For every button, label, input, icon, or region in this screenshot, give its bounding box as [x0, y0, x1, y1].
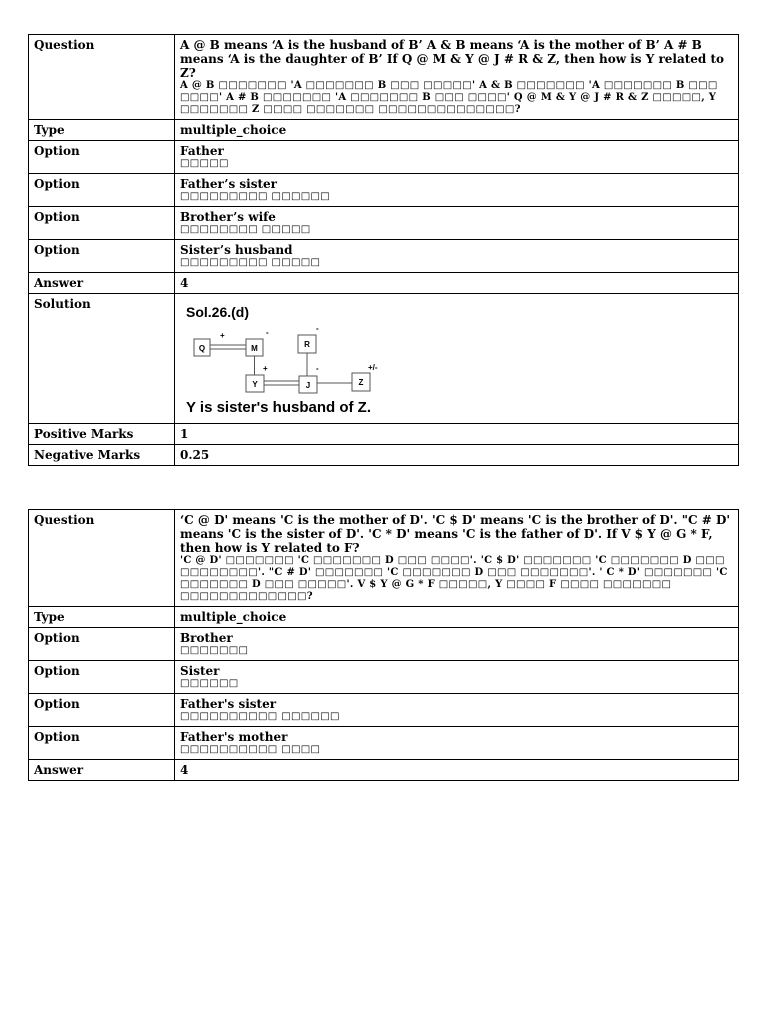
solution-title: Sol.26.(d) — [186, 304, 250, 320]
option-text-en: Brother’s wife — [180, 210, 276, 224]
option-text — [175, 727, 739, 760]
answer-label: Answer — [29, 760, 175, 781]
option-text-en: Father's mother — [180, 730, 288, 744]
type-label: Type — [29, 120, 175, 141]
option-text-alt: □□□□□□ — [180, 678, 239, 689]
option-text-alt: □□□□□ — [180, 158, 229, 169]
question-text-en: ‘C @ D' means 'C is the mother of D'. 'C $ D' means 'C is the brother of D'. "C # D' means 'C is the sister of D'. 'C * D' means 'C is the father of D'. If V $ Y @ G * F, then how is Y related to F? — [180, 513, 731, 555]
family-tree-diagram — [180, 297, 420, 417]
option-row — [29, 141, 739, 174]
answer-value: 4 — [175, 273, 739, 294]
question-label: Question — [29, 510, 175, 607]
option-row — [29, 661, 739, 694]
positive-marks-label: Positive Marks — [29, 424, 175, 445]
type-value: multiple_choice — [175, 607, 739, 628]
solution-cell — [175, 294, 739, 424]
option-row — [29, 727, 739, 760]
type-row — [29, 120, 739, 141]
type-label: Type — [29, 607, 175, 628]
node-q-label: Q — [198, 344, 206, 353]
question-text-alt: 'C @ D' □□□□□□□ 'C □□□□□□□ D □□□ □□□□'. 'C $ D' □□□□□□□ 'C □□□□□□□ D □□□ □□□□□□□□'. "C # D' □□□□□□□ 'C □□□□□□□ D □□□ □□□□□□□'. ' C * D' □□□□□□□ 'C □□□□□□□ D □□□ □□□□□'. V $ Y @ G * F □□□□□, Y □□□□ F □□□□ □□□□□□□ □□□□□□□□□□□□□? — [180, 555, 728, 602]
negative-marks-label: Negative Marks — [29, 445, 175, 466]
type-row — [29, 607, 739, 628]
option-row — [29, 174, 739, 207]
option-text — [175, 141, 739, 174]
question-text — [175, 510, 739, 607]
option-text — [175, 240, 739, 273]
question-label: Question — [29, 35, 175, 120]
option-text-en: Father's sister — [180, 697, 277, 711]
option-text-en: Sister — [180, 664, 220, 678]
option-label: Option — [29, 628, 175, 661]
option-label: Option — [29, 174, 175, 207]
option-text — [175, 628, 739, 661]
option-text — [175, 694, 739, 727]
option-text — [175, 174, 739, 207]
question-row — [29, 510, 739, 607]
sign-z: +/- — [368, 363, 378, 372]
node-y-label: Y — [252, 380, 258, 389]
option-text-alt: □□□□□□□□□□ □□□□□□ — [180, 711, 340, 722]
sign-y: + — [263, 364, 268, 373]
option-text-alt: □□□□□□□ — [180, 645, 249, 656]
option-text-alt: □□□□□□□□□□ □□□□ — [180, 744, 321, 755]
option-text-alt: □□□□□□□□□ □□□□□ — [180, 257, 321, 268]
question-table-1 — [28, 34, 739, 466]
option-row — [29, 207, 739, 240]
question-table-2 — [28, 509, 739, 781]
answer-value: 4 — [175, 760, 739, 781]
sign-j: - — [316, 364, 319, 373]
node-z-label: Z — [358, 378, 364, 387]
answer-row — [29, 760, 739, 781]
solution-row — [29, 294, 739, 424]
option-label: Option — [29, 727, 175, 760]
sign-r: - — [316, 324, 319, 333]
question-row — [29, 35, 739, 120]
question-text — [175, 35, 739, 120]
type-value: multiple_choice — [175, 120, 739, 141]
node-r-label: R — [304, 340, 310, 349]
positive-marks-value: 1 — [175, 424, 739, 445]
option-label: Option — [29, 240, 175, 273]
positive-marks-row — [29, 424, 739, 445]
option-text-en: Father’s sister — [180, 177, 277, 191]
option-text-en: Father — [180, 144, 224, 158]
option-row — [29, 694, 739, 727]
solution-label: Solution — [29, 294, 175, 424]
sign-m: - — [266, 328, 269, 337]
option-text — [175, 207, 739, 240]
option-label: Option — [29, 694, 175, 727]
question-text-en: A @ B means ‘A is the husband of B’ A & B means ‘A is the mother of B’ A # B means ‘A is the daughter of B’ If Q @ M & Y @ J # R & Z, then how is Y related to Z? — [180, 38, 725, 80]
negative-marks-row — [29, 445, 739, 466]
option-text — [175, 661, 739, 694]
question-text-alt: A @ B □□□□□□□ 'A □□□□□□□ B □□□ □□□□□' A & B □□□□□□□ 'A □□□□□□□ B □□□ □□□□' A # B □□□□□□□ 'A □□□□□□□ B □□□ □□□□' Q @ M & Y @ J # R & Z □□□□□, Y □□□□□□□ Z □□□□ □□□□□□□ □□□□□□□□□□□□□□? — [180, 80, 718, 115]
solution-caption: Y is sister's husband of Z. — [186, 399, 372, 416]
negative-marks-value: 0.25 — [175, 445, 739, 466]
option-text-en: Brother — [180, 631, 233, 645]
sign-q: + — [220, 331, 225, 340]
node-m-label: M — [251, 344, 258, 353]
option-row — [29, 628, 739, 661]
option-label: Option — [29, 207, 175, 240]
option-label: Option — [29, 661, 175, 694]
option-row — [29, 240, 739, 273]
option-text-alt: □□□□□□□□□ □□□□□□ — [180, 191, 331, 202]
node-j-label: J — [305, 381, 311, 390]
answer-label: Answer — [29, 273, 175, 294]
answer-row — [29, 273, 739, 294]
option-label: Option — [29, 141, 175, 174]
option-text-en: Sister’s husband — [180, 243, 293, 257]
option-text-alt: □□□□□□□□ □□□□□ — [180, 224, 311, 235]
